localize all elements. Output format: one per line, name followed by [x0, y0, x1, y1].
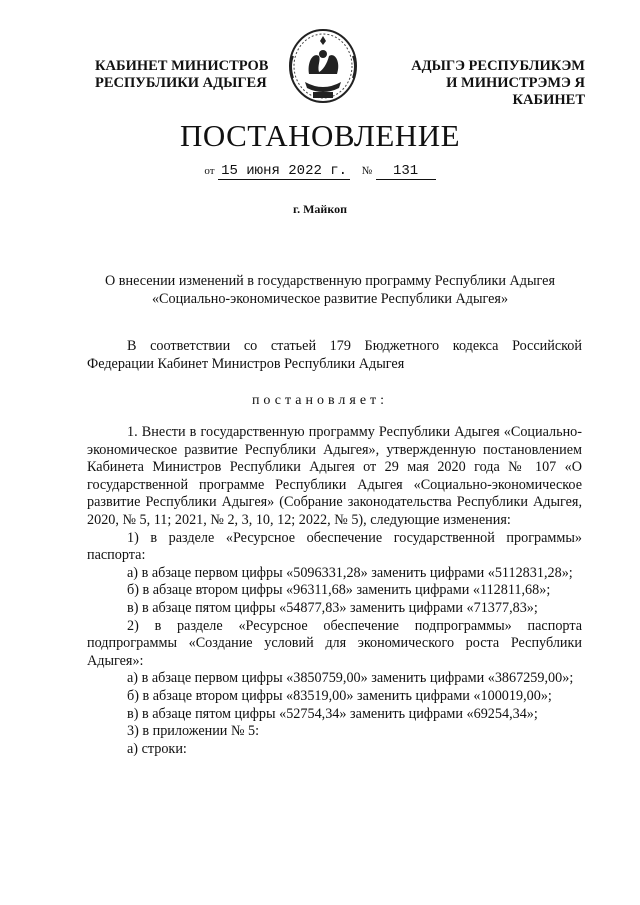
decrees-word: постановляет: — [251, 393, 389, 408]
document-subject — [70, 272, 590, 308]
date-line — [0, 163, 640, 180]
paragraph-1-3: 3) в приложении № 5: — [127, 723, 260, 740]
number-label: № — [361, 165, 373, 177]
paragraph-1-1: 1) в разделе «Ресурсное обеспечение государственной программы» паспорта: — [87, 529, 582, 564]
issuer-russian-line1: КАБИНЕТ МИНИСТРОВ — [95, 58, 269, 74]
paragraph-1-2-a: а) в абзаце первом цифры «3850759,00» заменить цифрами «3867259,00»; — [127, 670, 574, 687]
paragraph-1-2-v: в) в абзаце пятом цифры «52754,34» заменить цифрами «69254,34»; — [127, 705, 538, 722]
city: г. Майкоп — [292, 202, 347, 216]
issuer-russian — [95, 58, 277, 92]
document-number: 131 — [376, 163, 436, 180]
paragraph-1-3-a: а) строки: — [127, 740, 187, 757]
paragraph-1-2-b: б) в абзаце втором цифры «83519,00» заменить цифрами «100019,00»; — [127, 687, 552, 704]
document-date: 15 июня 2022 г. — [218, 163, 350, 180]
paragraph-1-1-v: в) в абзаце пятом цифры «54877,83» заменить цифрами «71377,83»; — [127, 599, 538, 616]
document-title: ПОСТАНОВЛЕНИЕ — [179, 118, 461, 153]
issuer-adyghe-line2: И МИНИСТРЭМЭ Я КАБИНЕТ — [446, 75, 585, 108]
subject-line1: О внесении изменений в государственную программу Республики Адыгея — [105, 273, 555, 289]
issuer-adyghe-line1: АДЫГЭ РЕСПУБЛИКЭМ — [411, 58, 585, 74]
adygea-coat-of-arms-icon — [283, 26, 363, 110]
paragraph-1: 1. Внести в государственную программу Республики Адыгея «Социально-экономическое развитие Республики Адыгея», утвержденную постановлением Кабинета Министров Республики Адыгея от 29 мая 2020 года № 107 «О государственной программе Республики Адыгея «Социально-экономическое развитие Республики Адыгея» (Собрание законодательства Республики Адыгея, 2020, № 5, 11; 2021, № 2, 3, 10, 12; 2022, № 5), следующие изменения: — [87, 424, 582, 528]
preamble-block — [87, 338, 582, 373]
paragraph-1-1-a: а) в абзаце первом цифры «5096331,28» заменить цифрами «5112831,28»; — [127, 564, 573, 581]
paragraph-1-2: 2) в разделе «Ресурсное обеспечение подпрограммы» паспорта подпрограммы «Создание условий для экономического роста Республики Адыгея»: — [87, 617, 582, 669]
issuer-adyghe — [373, 58, 585, 109]
document-body — [87, 424, 582, 758]
issuer-russian-line2: РЕСПУБЛИКИ АДЫГЕЯ — [95, 75, 267, 91]
subject-line2: «Социально-экономическое развитие Республики Адыгея» — [151, 291, 509, 307]
preamble: В соответствии со статьей 179 Бюджетного кодекса Российской Федерации Кабинет Министров Республики Адыгея — [87, 338, 582, 372]
paragraph-1-1-b: б) в абзаце втором цифры «96311,68» заменить цифрами «112811,68»; — [127, 582, 551, 599]
date-from-label: от — [204, 165, 215, 177]
